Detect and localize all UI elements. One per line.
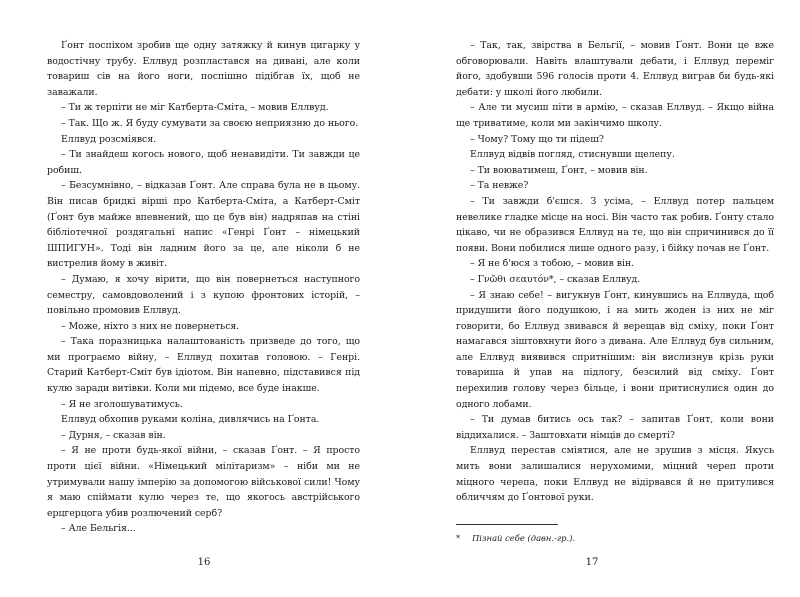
footnote-text-line — [456, 532, 772, 544]
footnote-rule — [456, 524, 558, 525]
paragraph: – Ти знайдеш когось нового, щоб ненавидіти. Ти завжди це робиш. — [47, 149, 360, 176]
paragraph: – Я не б'юся з тобою, – мовив він. — [470, 258, 635, 270]
page-number-right: 17 — [585, 557, 599, 568]
paragraph: – Але Бельгія... — [61, 523, 136, 535]
paragraph: – Та невже? — [470, 180, 529, 192]
page-number-left: 16 — [197, 557, 211, 568]
paragraph: – Ти завжди б'єшся. З усіма, – Еллвуд потер пальцем невелике гладке місце на носі. Він часто так робив. Ґонту стало цікаво, чи не образився Еллвуд на те, що він спричинився до її появи. Вони побилися лише одного разу, і бійку почав не Ґонт. — [456, 195, 774, 254]
paragraph: – Дурня, – сказав він. — [61, 429, 166, 441]
paragraph: – Може, ніхто з них не повернеться. — [61, 320, 240, 332]
footnote-text: Пізнай себе (давн.-гр.). — [472, 533, 576, 543]
paragraph: – Я не зголошуватимусь. — [61, 398, 183, 410]
left-page-text — [47, 38, 360, 537]
paragraph: – Ти думав битись ось так? – запитав Ґонт, коли вони віддихалися. – Заштовхати німців до смерті? — [456, 414, 774, 441]
paragraph: Еллвуд розсміявся. — [61, 133, 157, 145]
paragraph: Еллвуд відвів погляд, стиснувши щелепу. — [470, 149, 675, 161]
footnote — [456, 524, 772, 544]
paragraph: – Так, так, звірства в Бельгії, – мовив Ґонт. Вони це вже обговорювали. Навіть влаштували дебати, і Еллвуд переміг його, здобувши 596 голосів проти 4. Еллвуд виграв би будь-які дебати: у школі його любили. — [456, 40, 774, 98]
paragraph: Еллвуд перестав сміятися, але не зрушив з місця. Якусь мить вони залишалися нерухомими, міцний череп проти міцного черепа, поки Еллвуд не відірвався й не притулився обличчям до Ґонтової руки. — [456, 445, 774, 504]
footnote-marker: * — [456, 533, 461, 543]
right-page-text — [456, 38, 774, 506]
paragraph: – Γνῶθι σεαυτόν*, – сказав Еллвуд. — [470, 273, 641, 285]
paragraph: – Ти воюватимеш, Ґонт, – мовив він. — [470, 164, 648, 176]
paragraph: – Ти ж терпіти не міг Катберта-Сміта, – мовив Еллвуд. — [61, 102, 329, 114]
paragraph: – Така поразницька налаштованість призведе до того, що ми програємо війну, – Еллвуд похитав головою. – Генрі. Старий Катберт-Сміт був ідіотом. Він напевно, підставився під кулю заради витівки. Коли ми підемо, все буде інакше. — [47, 336, 360, 395]
paragraph: – Чому? Тому що ти підеш? — [470, 133, 604, 145]
paragraph: – Так. Що ж. Я буду сумувати за своєю неприязню до нього. — [61, 117, 359, 129]
paragraph: Ґонт поспіхом зробив ще одну затяжку й кинув цигарку у водостічну трубу. Еллвуд розпластався на дивані, але коли товариш сів на його ноги, поспішно підібгав їх, щоб не заважали. — [47, 40, 360, 98]
paragraph: – Я знаю себе! – вигукнув Ґонт, кинувшись на Еллвуда, щоб придушити його подушкою, і на мить жоден із них не міг говорити, бо Еллвуд звивався й верещав від сміху, поки Ґонт намагався зіштовхнути його з дивана. Але Еллвуд був сильним, але Еллвуд виявився спритнішим: він вислизнув крізь руки товариша й упав на підлогу, безсилий від сміху. Ґонт перехилив голову через більце, і вони притиснулися один до одного лобами. — [456, 289, 774, 410]
paragraph: – Думаю, я хочу вірити, що він повернеться наступного семестру, самовдоволений і з купою фронтових історій, – повільно промовив Еллвуд. — [47, 273, 360, 317]
paragraph: Еллвуд обхопив руками коліна, дивлячись на Ґонта. — [61, 414, 320, 426]
paragraph: – Безсумнівно, – відказав Ґонт. Але справа була не в цьому. Він писав бридкі вірші про Катберта-Сміта, а Катберт-Сміт (Ґонт був майже впевнений, що це був він) надряпав на стіні бібліотечної роздягальні напис «Генрі Ґонт – німецький ШПИГУН». Тоді він ладним його за це, але ніколи б не вистрелив йому в живіт. — [47, 180, 360, 270]
paragraph: – Але ти мусиш піти в армію, – сказав Еллвуд. – Якщо війна ще триватиме, коли ми закінчимо школу. — [456, 102, 774, 129]
paragraph: – Я не проти будь-якої війни, – сказав Ґонт. – Я просто проти цієї війни. «Німецький мілітаризм» – ніби ми не утримували нашу імперію за допомогою військової сили! Чому я маю спіймати кулю через те, що якогось австрійського ерцгерцога убив розлючений серб? — [47, 445, 360, 519]
